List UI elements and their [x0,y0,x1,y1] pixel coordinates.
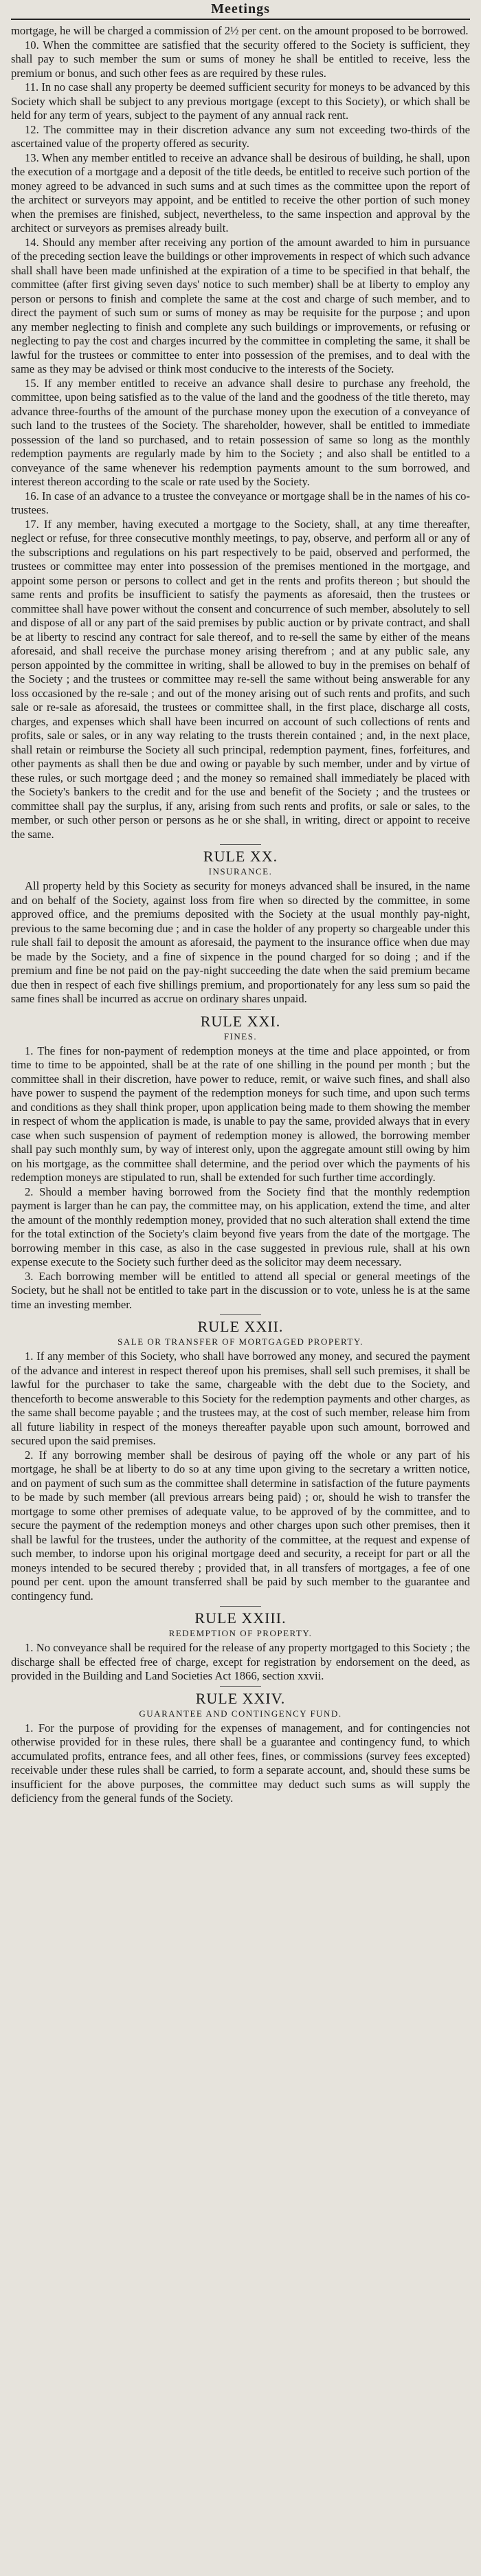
running-header: Meetings [211,1,270,16]
section-divider [220,1314,261,1315]
rule-paragraph: 1. No conveyance shall be required for the release of any property mortgaged to this Society ; the discharge shall be effected free of charge, except for registration by endorsement on the deed, as provided in the Building and Land Societies Act 1866, section xxvii. [11,1641,470,1682]
section-divider [220,1686,261,1687]
document-body [11,24,470,1806]
rule-heading: RULE XX. [203,848,278,865]
body-paragraph: 14. Should any member after receiving any portion of the amount awarded to him in pursuance of the preceding section leave the buildings or other improvements in respect of which such advance shall shall have been made unfinished at the expiration of a time to be specified in that behalf, the committee (after first giving seven days' notice to such member) shall be at liberty to employ any person or persons to finish and complete the same at the cost and charge of such member, and to direct the payment of such sum or sums of money as may be requisite for the purpose ; and upon any member neglecting to finish and complete any such buildings or improvements, or refusing or neglecting to pay the cost and charges incurred by the committee in completing the same, it shall be lawful for the trustees or committee to enter into possession of the premises, and to deal with the same as they may be advised or think most conducive to the interests of the Society. [11,235,470,375]
rule-paragraph: All property held by this Society as security for moneys advanced shall be insured, in the name and on behalf of the Society, against loss from fire when so directed by the committee, in some approved office, and the premiums deposited with the Society at the usual monthly pay-night, previous to the same becoming due ; and in case the holder of any property so chargeable under this rule shall fail to deposit the amount as aforesaid, the payment to the insurance office when due may be made by the Society, and a fine of sixpence in the pound charged for so doing ; and if the premium and fine be not paid on the pay-night succeeding the date when the said premium became due then in respect of each five shillings premium, and proportionately for any less sum so paid the same fines shall be incurred as accrue on ordinary shares unpaid. [11,879,470,1005]
rule-section [11,1013,470,1312]
continuation-section [11,24,470,841]
body-paragraph: 15. If any member entitled to receive an advance shall desire to purchase any freehold, the committee, upon being satisfied as to the value of the land and the goodness of the title thereto, may advance three-fourths of the amount of the purchase money upon the execution of a conveyance of such land to the trustees of the Society. The shareholder, however, shall be entitled to immediate possession of the land so purchased, and to retain possession of same so long as the monthly redemption payments are regularly made by him to the Society ; and also shall be entitled to a conveyance of the same whenever his redemption payments amount to the sum borrowed, and interest thereon according to the scale or rate used by the Society. [11,376,470,488]
rule-subtitle: GUARANTEE AND CONTINGENCY FUND. [139,1708,342,1719]
rule-paragraph: 1. If any member of this Society, who shall have borrowed any money, and secured the payment of the advance and interest in respect thereof upon his premises, shall sell such premises, it shall be lawful for the purchaser to take the same, chargeable with the debt due to the Society, and thenceforth to become answerable to this Society for the redemption payments and other charges, as the same shall become payable ; and the trustees may, at the cost of such member, release him from all future liability in respect of the moneys thereafter payable upon such amount, borrowed and secured upon the said premises. [11,1350,470,1447]
rule-paragraph: 2. Should a member having borrowed from the Society find that the monthly redemption payment is larger than he can pay, the committee may, on his application, extend the time, and alter the amount of the monthly redemption money, provided that no such alteration shall extend the time for the total extinction of the Society's claim beyond five years from the date of the mortgage. The borrowing member in this case, as also in the case suggested in previous rule, shall at his own expense execute to the Society such further deed as the solicitor may deem necessary. [11,1185,470,1268]
rule-heading: RULE XXIII. [194,1609,287,1627]
rule-heading: RULE XXI. [200,1012,281,1030]
rule-section [11,848,470,1006]
body-paragraph: mortgage, he will be charged a commission of 2½ per cent. on the amount proposed to be borrowed. [11,24,469,37]
body-paragraph: 12. The committee may in their discretion advance any sum not exceeding two-thirds of the ascertained value of the property offered as security. [11,122,470,150]
rule-subtitle: FINES. [223,1031,258,1042]
body-paragraph: 16. In case of an advance to a trustee the conveyance or mortgage shall be in the names of his co-trustees. [11,489,470,516]
rule-subtitle: SALE OR TRANSFER OF MORTGAGED PROPERTY. [118,1336,363,1347]
rule-section [11,1609,470,1684]
section-divider [220,1606,261,1607]
rule-subtitle: REDEMPTION OF PROPERTY. [168,1628,313,1638]
rule-paragraph: 2. If any borrowing member shall be desirous of paying off the whole or any part of his mortgage, he shall be at liberty to do so at any time upon giving to the secretary a written notice, and on payment of such sum as the committee shall determine in satisfaction of the future payments to be made by such member (all previous arrears being paid) ; or, should he wish to transfer the mortgage to some other premises of adequate value, to be approved of by the committee, and to secure the payment of the redemption moneys and other charges upon such other premises, then it shall be lawful for the trustees, under the authority of the committee, at the request and expense of such member, to indorse upon his original mortgage deed and security, a receipt for part or all the moneys intended to be secured thereby ; provided that, in all transfers of mortgages, a fee of one pound per cent. upon the amount transferred shall be paid by such member to the guarantee and contingency fund. [11,1448,470,1603]
rule-paragraph: 1. For the purpose of providing for the expenses of management, and for contingencies not otherwise provided for in these rules, there shall be a guarantee and contingency fund, to which accumulated profits, entrance fees, and all other fees, fines, or commissions (survey fees excepted) receivable under these rules shall be carried, to form a separate account, and, should these sums be insufficient for the above purposes, the committee may deduct such sums as will supply the deficiency from the general funds of the Society. [11,1721,470,1805]
rule-heading: RULE XXIV. [195,1689,286,1707]
header-rule [11,19,470,20]
rule-paragraph: 3. Each borrowing member will be entitled to attend all special or general meetings of the Society, but he shall not be entitled to take part in the discussion or to vote, unless he is at the same time an investing member. [11,1269,470,1311]
section-divider [220,844,261,845]
body-paragraph: 10. When the committee are satisfied that the security offered to the Society is sufficient, they shall pay to such member the sum or sums of money he shall be entitled to receive, less the premium or bonus, and such other fees as are required by these rules. [11,38,470,80]
rule-section [11,1690,470,1806]
body-paragraph: 17. If any member, having executed a mortgage to the Society, shall, at any time thereafter, neglect or refuse, for three consecutive monthly meetings, to pay, observe, and perform all or any of the subscriptions and regulations on his part respectively to be paid, observed and performed, the trustees or committee may enter into possession of the premises mentioned in the mortgage, and appoint some person or persons to collect and get in the rents and profits thereon ; but should the same rents and profits be insufficient to satisfy the payments as aforesaid, then the trustees or committee shall have power without the consent and concurrence of such member, absolutely to sell and dispose of all or any part of the said premises by public auction or by private contract, and shall be at liberty to rescind any contract for sale thereof, and to re-sell the same by either of the means aforesaid, and shall receive the purchase money arising therefrom ; and at any public sale, any person appointed by the committee in writing, shall be allowed to buy in the premises on behalf of the Society ; and the trustees or committee may re-sell the same without being answerable for any loss occasioned by the re-sale ; and out of the money arising out of such rents and profits, and such sale or re-sale as aforesaid, the trustees or committee shall, in the first place, discharge all costs, charges, and expenses which shall have been incurred on account of such collections of rents and profits, sale or sales, or in any way relating to the trusts therein contained ; and, in the next place, shall retain or reimburse the Society all such principal, redemption payment, fines, forfeitures, and other payments as shall then be due and owing or payable by such member, under and by virtue of these rules, or such mortgage deed ; and the money so remained shall immediately be placed with the Society's bankers to the credit and for the use and benefit of the Society ; and the trustees or committee shall pay the surplus, if any, arising from such rents and profits, or sale or sales, to the member, or such other person or persons as he or she shall, in writing, direct or appoint to receive the same. [11,517,470,841]
rule-subtitle: INSURANCE. [208,866,273,877]
section-divider [220,1009,261,1010]
rule-paragraph: 1. The fines for non-payment of redemption moneys at the time and place appointed, or from time to time to be appointed, shall be at the rate of one shilling in the pound per month ; but the committee shall in their discretion, have power to reduce, remit, or waive such fines, and shall also have power to suspend the payment of the redemption moneys for such time, and upon such terms and conditions as they shall think proper, upon application being made to them showing the member in respect of whom the application is made, is unable to pay the same, provided always that in every case when such suspension of payment of redemption money is allowed, the borrowing member shall pay such monthly sum, by way of interest only, upon the aggregate amount still owing by him on his mortgage, as the committee shall determine, and the period over which the payments of his redemption moneys are stipulated to run, shall be extended for such further time accordingly. [11,1044,470,1184]
body-paragraph: 11. In no case shall any property be deemed sufficient security for moneys to be advanced by this Society which shall be subject to any previous mortgage (except to this Society), or which shall be held for any term of years, subject to the payment of any annual rack rent. [11,80,470,122]
body-paragraph: 13. When any member entitled to receive an advance shall be desirous of building, he shall, upon the execution of a mortgage and a deposit of the title deeds, be entitled to receive such portion of the money agreed to be advanced in such sums and at such times as the committee upon the report of the architect or surveyors may appoint, and be entitled to receive the other portion of such money when the premises are finished, subject, nevertheless, to the same inspection and approval by the architect or surveyors as premises already built. [11,151,470,234]
rule-section [11,1318,470,1603]
rule-heading: RULE XXII. [197,1318,284,1335]
